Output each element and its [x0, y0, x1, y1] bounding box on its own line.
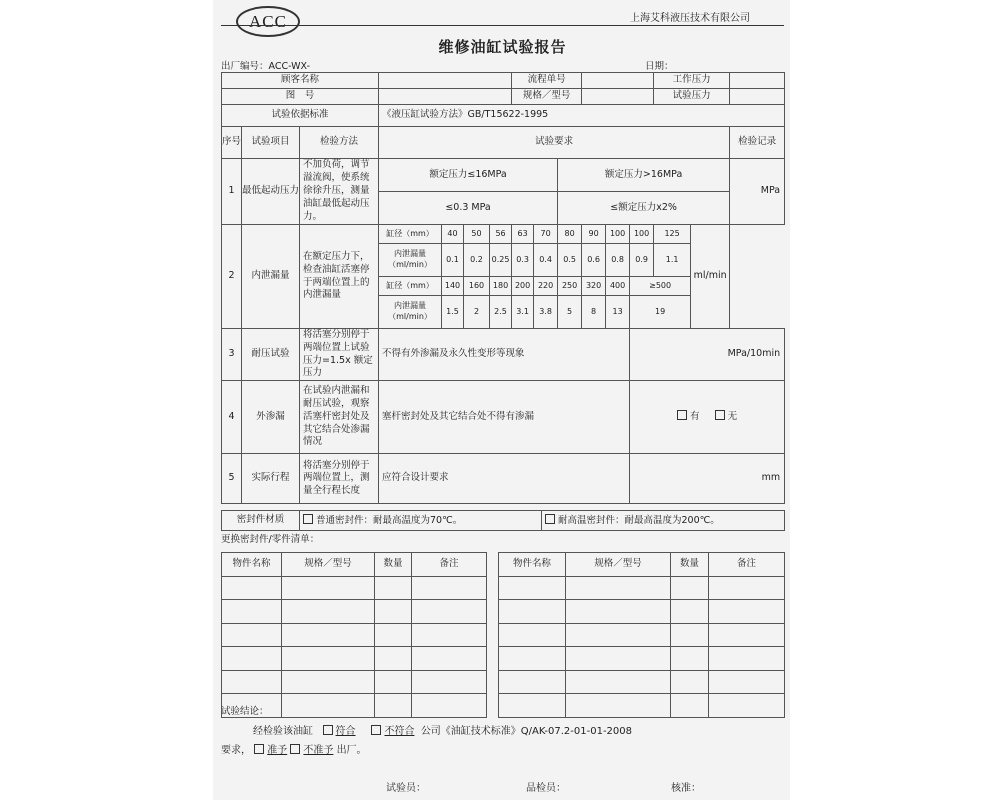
flow-no-label: 流程单号: [512, 73, 582, 89]
bore-cell: 90: [582, 225, 606, 244]
seal-material-table: [221, 510, 785, 531]
work-pressure-label: 工作压力: [654, 73, 730, 89]
leak-cell: 0.25: [490, 244, 512, 277]
factory-number-field[interactable]: 出厂编号：ACC-WX-: [221, 61, 310, 72]
parts-header-note: 备注: [412, 553, 487, 577]
test-pressure-field[interactable]: [730, 89, 785, 105]
row-5-method: 将活塞分别停于两端位置上，测量全行程长度: [300, 454, 379, 504]
comply-checkbox[interactable]: 符合: [323, 726, 356, 737]
bore-cell: 50: [464, 225, 490, 244]
leak-no-checkbox[interactable]: 无: [715, 411, 738, 422]
leak-cell: 2.5: [490, 296, 512, 329]
table-row[interactable]: [222, 647, 487, 671]
standard-value: 《液压缸试验方法》GB/T15622-1995: [379, 105, 785, 127]
seal-option-normal[interactable]: 普通密封件：耐最高温度为70℃。: [300, 511, 542, 531]
table-row[interactable]: [499, 647, 785, 671]
reject-checkbox[interactable]: 不准予: [290, 745, 333, 756]
table-row[interactable]: [499, 600, 785, 624]
parts-header-spec: 规格／型号: [566, 553, 671, 577]
item-header: 试验项目: [242, 127, 300, 159]
seal-option-high-temp[interactable]: 耐高温密封件：耐最高温度为200℃。: [542, 511, 785, 531]
leak-cell: 3.1: [512, 296, 534, 329]
parts-header-note: 备注: [709, 553, 785, 577]
inspector-signature[interactable]: 品检员：: [526, 783, 566, 794]
not-comply-checkbox[interactable]: 不符合: [371, 726, 414, 737]
row-3-no: 3: [222, 329, 242, 381]
row-4-item: 外渗漏: [242, 381, 300, 454]
parts-header-spec: 规格／型号: [282, 553, 375, 577]
row-1-req-b-head: 额定压力>16MPa: [558, 159, 730, 192]
seq-header: 序号: [222, 127, 242, 159]
leak-cell: 1.1: [654, 244, 691, 277]
parts-header-qty: 数量: [671, 553, 709, 577]
leak-cell: 0.3: [512, 244, 534, 277]
row-4-record: [630, 381, 785, 454]
parts-table-right: [498, 552, 785, 718]
flow-no-field[interactable]: [582, 73, 654, 89]
row-5-no: 5: [222, 454, 242, 504]
row-1-req-b-value: ≤额定压力x2%: [558, 192, 730, 225]
approve-checkbox[interactable]: 准予: [254, 745, 287, 756]
conclusion-line-1: 经检验该油缸 符合 不符合 公司《油缸技术标准》Q/AK-07.2-01-01-2008: [253, 726, 632, 737]
table-row[interactable]: [222, 600, 487, 624]
bore-label: 缸径（mm）: [379, 277, 442, 296]
bore-cell: 100: [606, 225, 630, 244]
bore-cell: 56: [490, 225, 512, 244]
leak-cell: 5: [558, 296, 582, 329]
leak-yes-checkbox[interactable]: 有: [677, 411, 700, 422]
company-logo: ACC: [236, 6, 300, 37]
customer-field[interactable]: [379, 73, 512, 89]
bore-cell: 140: [442, 277, 464, 296]
row-5-requirement: 应符合设计要求: [379, 454, 630, 504]
bore-cell: 200: [512, 277, 534, 296]
leak-label: 内泄漏量（ml/min）: [379, 296, 442, 329]
bore-cell: 100: [630, 225, 654, 244]
row-1-method: 不加负荷，调节溢流阀，使系统徐徐升压，测量油缸最低起动压力。: [300, 159, 379, 225]
spec-model-field[interactable]: [582, 89, 654, 105]
conclusion-title: 试验结论：: [221, 706, 269, 717]
work-pressure-field[interactable]: [730, 73, 785, 89]
tester-signature[interactable]: 试验员：: [386, 783, 426, 794]
row-2-method: 在额定压力下，检查油缸活塞停于两端位置上的内泄漏量: [300, 225, 379, 329]
leak-cell: 13: [606, 296, 630, 329]
bore-cell: 125: [654, 225, 691, 244]
drawing-no-label: 图 号: [222, 89, 379, 105]
report-title: 维修油缸试验报告: [438, 38, 567, 56]
row-2-item: 内泄漏量: [242, 225, 300, 329]
company-name: 上海艾科液压技术有限公司: [630, 13, 750, 24]
test-pressure-label: 试验压力: [654, 89, 730, 105]
standard-reference: 公司《油缸技术标准》Q/AK-07.2-01-01-2008: [420, 726, 632, 737]
parts-header-qty: 数量: [375, 553, 412, 577]
bore-cell: 160: [464, 277, 490, 296]
table-row[interactable]: [222, 670, 487, 694]
row-1-record[interactable]: MPa: [730, 159, 785, 225]
row-2-no: 2: [222, 225, 242, 329]
table-row[interactable]: [499, 623, 785, 647]
leak-label: 内泄漏量（ml/min）: [379, 244, 442, 277]
spec-model-label: 规格／型号: [512, 89, 582, 105]
leak-cell: 2: [464, 296, 490, 329]
leak-cell: 0.5: [558, 244, 582, 277]
row-3-method: 将活塞分别停于两端位置上试验压力=1.5x 额定压力: [300, 329, 379, 381]
conclusion-line-2: 要求， 准予 不准予 出厂。: [221, 745, 367, 756]
row-5-item: 实际行程: [242, 454, 300, 504]
bore-cell: 250: [558, 277, 582, 296]
table-row[interactable]: [499, 576, 785, 600]
leak-cell: 0.6: [582, 244, 606, 277]
requirement-header: 试验要求: [379, 127, 730, 159]
row-1-req-a-head: 额定压力≤16MPa: [379, 159, 558, 192]
seal-high-temp-checkbox[interactable]: [545, 514, 555, 524]
row-1-req-a-value: ≤0.3 MPa: [379, 192, 558, 225]
row-3-requirement: 不得有外渗漏及永久性变形等现象: [379, 329, 630, 381]
bore-cell: 400: [606, 277, 630, 296]
drawing-no-field[interactable]: [379, 89, 512, 105]
bore-cell: 220: [534, 277, 558, 296]
seal-normal-checkbox[interactable]: [303, 514, 313, 524]
leak-cell: 1.5: [442, 296, 464, 329]
bore-cell: 180: [490, 277, 512, 296]
bore-cell: 40: [442, 225, 464, 244]
row-4-requirement: 塞杆密封处及其它结合处不得有渗漏: [379, 381, 630, 454]
row-4-method: 在试验内泄漏和耐压试验，观察活塞杆密封处及其它结合处渗漏情况: [300, 381, 379, 454]
method-header: 检验方法: [300, 127, 379, 159]
parts-header-name: 物件名称: [499, 553, 566, 577]
approver-signature[interactable]: 核准：: [671, 783, 701, 794]
parts-table-left: [221, 552, 487, 718]
bore-cell: 63: [512, 225, 534, 244]
bore-cell: ≥500: [630, 277, 691, 296]
record-header: 检验记录: [730, 127, 785, 159]
row-5-record[interactable]: mm: [630, 454, 785, 504]
table-row[interactable]: [222, 623, 487, 647]
parts-list-title: 更换密封件/零件清单：: [221, 534, 320, 545]
test-table: [221, 72, 785, 504]
leak-cell: 0.9: [630, 244, 654, 277]
leak-cell: 0.2: [464, 244, 490, 277]
bore-label: 缸径（mm）: [379, 225, 442, 244]
table-row[interactable]: [222, 576, 487, 600]
bore-cell: 320: [582, 277, 606, 296]
date-field[interactable]: 日期：: [645, 61, 674, 72]
seal-label: 密封件材质: [222, 511, 300, 531]
header-divider: [221, 25, 784, 26]
leak-cell: 8: [582, 296, 606, 329]
leak-cell: 0.1: [442, 244, 464, 277]
row-4-no: 4: [222, 381, 242, 454]
row-2-record[interactable]: ml/min: [691, 225, 730, 329]
row-3-record[interactable]: MPa/10min: [630, 329, 785, 381]
leak-cell: 0.4: [534, 244, 558, 277]
row-1-item: 最低起动压力: [242, 159, 300, 225]
leak-cell: 0.8: [606, 244, 630, 277]
leak-cell: 3.8: [534, 296, 558, 329]
customer-label: 顾客名称: [222, 73, 379, 89]
bore-cell: 80: [558, 225, 582, 244]
table-row[interactable]: [499, 670, 785, 694]
row-1-no: 1: [222, 159, 242, 225]
standard-label: 试验依据标准: [222, 105, 379, 127]
table-row[interactable]: [499, 694, 785, 718]
leak-cell: 19: [630, 296, 691, 329]
bore-cell: 70: [534, 225, 558, 244]
parts-header-name: 物件名称: [222, 553, 282, 577]
row-3-item: 耐压试验: [242, 329, 300, 381]
